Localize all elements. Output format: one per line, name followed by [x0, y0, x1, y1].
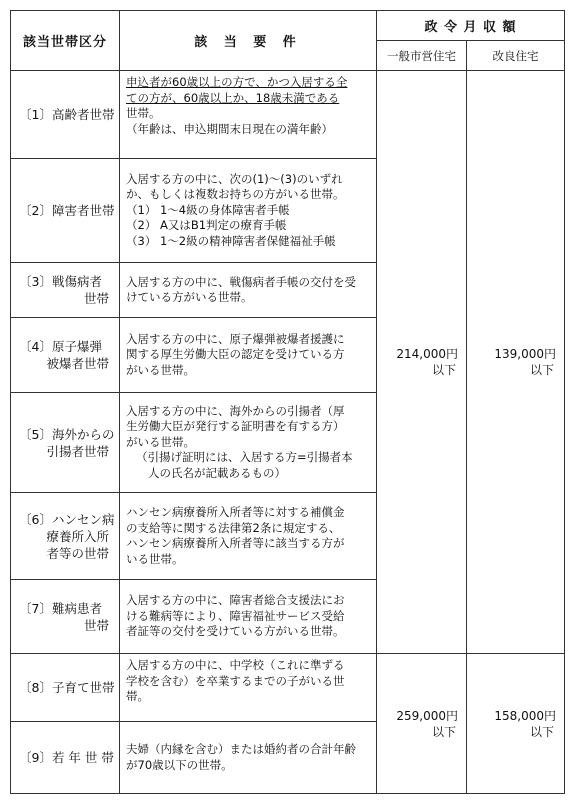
- category-intractable-disease: 〔7〕難病患者 世帯: [11, 580, 120, 654]
- category-disabled: 〔2〕障害者世帯: [11, 159, 120, 263]
- header-requirement: 該 当 要 件: [120, 11, 377, 71]
- income-improved-group2: 158,000円 以下: [467, 654, 565, 794]
- requirement-elderly: 申込者が60歳以上の方で、かつ入居する全 ての方が、60歳以上か、18歳未満である 世帯。 （年齢は、申込期間末日現在の満年齢）: [120, 71, 377, 159]
- header-improved-housing: 改良住宅: [467, 41, 565, 71]
- category-atomic-bomb: 〔4〕原子爆弾 被爆者世帯: [11, 318, 120, 393]
- requirement-child-rearing: 入居する方の中に、中学校（これに準ずる 学校を含む）を卒業するまでの子がいる世 帯。: [120, 654, 377, 722]
- requirement-hansen: ハンセン病療養所入所者等に対する補償金 の支給等に関する法律第2条に規定する、 ハンセン病療養所入所者等に該当する方が いる世帯。: [120, 493, 377, 580]
- requirement-intractable-disease: 入居する方の中に、障害者総合支援法にお ける難病等により、障害福祉サービス受給 者証等の交付を受けている方がいる世帯。: [120, 580, 377, 654]
- header-income-title: 政 令 月 収 額: [377, 11, 565, 41]
- income-table: [10, 10, 565, 794]
- income-general-group1: 214,000円 以下: [377, 71, 467, 654]
- requirement-repatriate: 入居する方の中に、海外からの引揚者（厚 生労働大臣が発行する証明書を有する方） がいる世帯。 （引揚げ証明には、入居する方=引揚者本 人の氏名が記載あるもの）: [120, 393, 377, 493]
- income-improved-group1: 139,000円 以下: [467, 71, 565, 654]
- header-category: 該当世帯区分: [11, 11, 120, 71]
- header-general-housing: 一般市営住宅: [377, 41, 467, 71]
- category-hansen: 〔6〕ハンセン病 療養所入所 者等の世帯: [11, 493, 120, 580]
- income-general-group2: 259,000円 以下: [377, 654, 467, 794]
- requirement-atomic-bomb: 入居する方の中に、原子爆弾被爆者援護に 関する厚生労働大臣の認定を受けている方 がいる世帯。: [120, 318, 377, 393]
- category-young: 〔9〕若 年 世 帯: [11, 722, 120, 794]
- category-elderly: 〔1〕高齢者世帯: [11, 71, 120, 159]
- requirement-disabled: 入居する方の中に、次の(1)～(3)のいずれ か、もしくは複数お持ちの方がいる世帯。 （1） 1～4級の身体障害者手帳 （2） A又はB1判定の療育手帳 （3） 1～2級の精神障害者保健福祉手帳: [120, 159, 377, 263]
- category-child-rearing: 〔8〕子育て世帯: [11, 654, 120, 722]
- requirement-war-injured: 入居する方の中に、戦傷病者手帳の交付を受 けている方がいる世帯。: [120, 263, 377, 318]
- income-table-container: [10, 10, 565, 794]
- category-repatriate: 〔5〕海外からの 引揚者世帯: [11, 393, 120, 493]
- category-war-injured: 〔3〕戦傷病者 世帯: [11, 263, 120, 318]
- requirement-young: 夫婦（内縁を含む）または婚約者の合計年齢 が70歳以下の世帯。: [120, 722, 377, 794]
